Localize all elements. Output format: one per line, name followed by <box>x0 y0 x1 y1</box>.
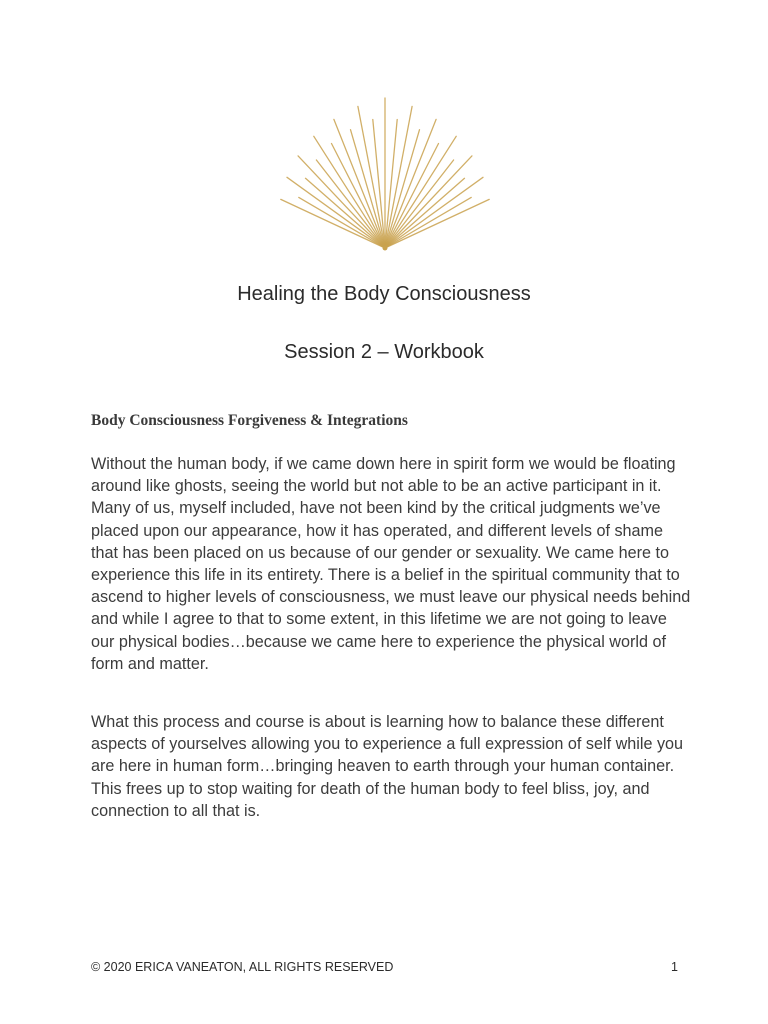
document-title: Healing the Body Consciousness <box>237 283 531 305</box>
section-heading: Body Consciousness Forgiveness & Integrations <box>91 412 408 429</box>
sunburst-ray <box>316 160 385 248</box>
sunburst-ray <box>334 119 385 248</box>
sunburst-ray <box>385 160 454 248</box>
body-paragraph: What this process and course is about is learning how to balance these different aspects of yourselves allowing you to experience a full expression of self while you are here in human form…bringing heaven to earth through your human container. This frees up to stop waiting for death of the human body to feel bliss, joy, and connection to all that is. <box>91 713 684 820</box>
body-paragraph: Without the human body, if we came down here in spirit form we would be floating around like ghosts, seeing the world but not able to be an active participant in it. Many of us, myself included, have not been kind by the critical judgments we’ve placed upon our appearance, how it has operated, and different levels of shame that has been placed on us because of our gender or sexuality. We came here to experience this life in its entirety. There is a belief in the spiritual community that to ascend to higher levels of consciousness, we must leave our physical needs behind and while I agree to that to some extent, in this lifetime we are not going to leave our physical bodies…because we came here to experience the physical world of form and matter. <box>91 455 691 673</box>
sunburst-center <box>383 246 388 251</box>
page-number: 1 <box>671 960 678 974</box>
copyright-notice: © 2020 ERICA VANEATON, ALL RIGHTS RESERVED <box>91 960 394 974</box>
document-subtitle: Session 2 – Workbook <box>284 341 484 363</box>
sunburst-ray <box>385 119 436 248</box>
sunburst-logo <box>280 96 490 252</box>
sunburst-icon <box>280 96 490 252</box>
